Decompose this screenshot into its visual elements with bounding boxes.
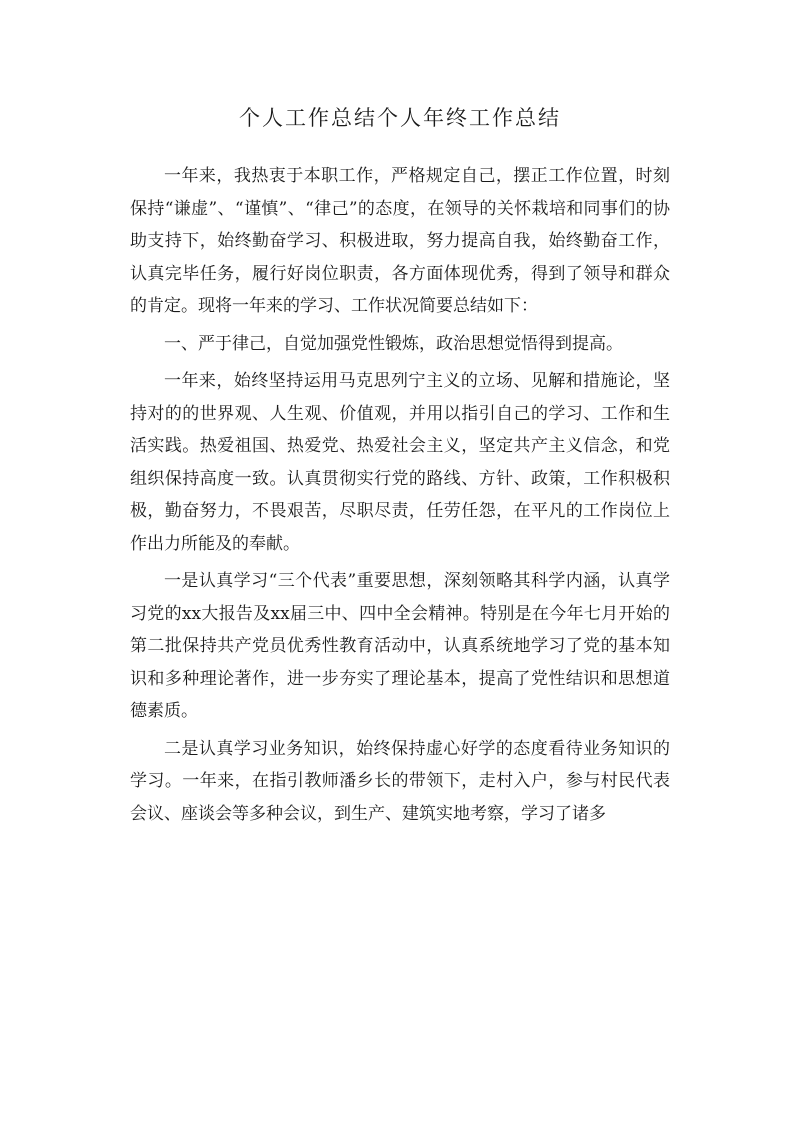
paragraph-intro: 一年来，我热衷于本职工作，严格规定自己，摆正工作位置，时刻保持“谦虚”、“谨慎”、“律己”的态度，在领导的关怀栽培和同事们的协助支持下，始终勤奋学习、积极进取，努力提高自我，始终勤奋工作，认真完毕任务，履行好岗位职责，各方面体现优秀，得到了领导和群众的肯定。现将一年来的学习、工作状况简要总结如下： (130, 166, 670, 316)
document-title: 个人工作总结个人年终工作总结 (239, 106, 561, 130)
section-heading-1: 一、严于律己，自觉加强党性锻炼，政治思想觉悟得到提高。 (164, 333, 623, 354)
paragraph-study-business: 二是认真学习业务知识，始终保持虚心好学的态度看待业务知识的学习。一年来，在指引教师潘乡长的带领下，走村入户，参与村民代表会议、座谈会等多种会议，到生产、建筑实地考察，学习了诸多 (130, 738, 670, 824)
document-body (130, 160, 670, 835)
paragraph-study-theory: 一是认真学习“三个代表”重要思想，深刻领略其科学内涵，认真学习党的xx大报告及xx届三中、四中全会精神。特别是在今年七月开始的第二批保持共产党员优秀性教育活动中，认真系统地学习了党的基本知识和多种理论著作，进一步夯实了理论基本，提高了党性结识和思想道德素质。 (130, 571, 670, 721)
paragraph-political: 一年来，始终坚持运用马克思列宁主义的立场、见解和措施论，坚持对的的世界观、人生观、价值观，并用以指引自己的学习、工作和生活实践。热爱祖国、热爱党、热爱社会主义，坚定共产主义信念，和党组织保持高度一致。认真贯彻实行党的路线、方针、政策，工作积极积极，勤奋努力，不畏艰苦，尽职尽责，任劳任怨，在平凡的工作岗位上作出力所能及的奉献。 (130, 371, 670, 554)
